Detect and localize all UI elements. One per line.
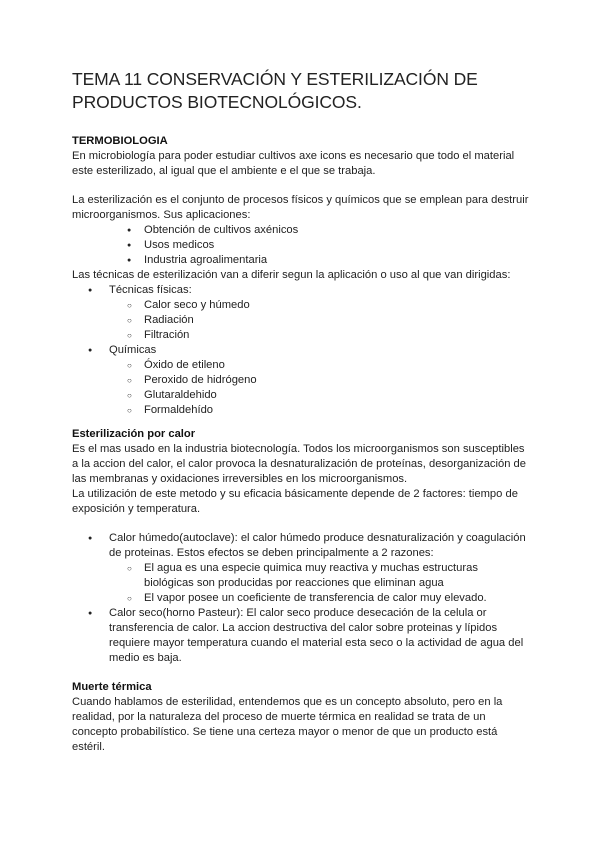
list-item: ● Obtención de cultivos axénicos [72, 223, 530, 238]
list-item: ○ Calor seco y húmedo [72, 298, 530, 313]
list-item: ○ El agua es una especie quimica muy reactiva y muchas estructuras biológicas son producidas por reacciones que eliminan agua [72, 561, 530, 591]
section-termobiologia [72, 134, 530, 418]
section-heading: Esterilización por calor [72, 428, 196, 440]
paragraph: Las técnicas de esterilización van a diferir segun la aplicación o uso al que van dirigidas: [72, 269, 511, 281]
list-item: ● Industria agroalimentaria [72, 253, 530, 268]
techniques-list [72, 283, 530, 418]
paragraph: Cuando hablamos de esterilidad, entendemos que es un concepto absoluto, pero en la realidad, por la naturaleza del proceso de muerte térmica en realidad se trata de un concepto probabilístico. Se tiene una certeza mayor o menor de que un producto está estéril. [72, 696, 503, 753]
paragraph: La esterilización es el conjunto de procesos físicos y químicos que se emplean para destruir microorganismos. Sus aplicaciones: [72, 194, 529, 221]
list-item: ○ Glutaraldehido [72, 388, 530, 403]
paragraph: La utilización de este metodo y su eficacia básicamente depende de 2 factores: tiempo de exposición y temperatura. [72, 488, 518, 515]
list-item: ○ Radiación [72, 313, 530, 328]
list-item: ● Usos medicos [72, 238, 530, 253]
list-item: ● Químicas [72, 343, 530, 358]
document-title: TEMA 11 CONSERVACIÓN Y ESTERILIZACIÓN DE PRODUCTOS BIOTECNOLÓGICOS. [72, 69, 478, 112]
list-item: ● Calor húmedo(autoclave): el calor húmedo produce desnaturalización y coagulación de proteinas. Estos efectos se deben principalmente a 2 razones: [72, 531, 530, 561]
list-item: ○ El vapor posee un coeficiente de transferencia de calor muy elevado. [72, 591, 530, 606]
list-item: ○ Filtración [72, 328, 530, 343]
list-item: ○ Peroxido de hidrógeno [72, 373, 530, 388]
section-heading: Muerte térmica [72, 681, 152, 693]
list-item: ● Calor seco(horno Pasteur): El calor seco produce desecación de la celula or transferencia de calor. La accion destructiva del calor sobre proteinas y lípidos requiere mayor temperatura cuando el material esta seco o la actividad de agua del medio es baja. [72, 606, 530, 666]
list-item: ○ Formaldehído [72, 403, 530, 418]
applications-list [72, 223, 530, 268]
list-item: ● Técnicas físicas: [72, 283, 530, 298]
section-muerte-termica [72, 680, 530, 755]
paragraph: En microbiología para poder estudiar cultivos axe icons es necesario que todo el material este esterilizado, al igual que el ambiente e el que se trabaja. [72, 150, 515, 177]
list-item: ○ Óxido de etileno [72, 358, 530, 373]
paragraph: Es el mas usado en la industria biotecnología. Todos los microorganismos son susceptibles a la accion del calor, el calor provoca la desnaturalización de proteínas, desorganización de las membranas y oxidaciones irreversibles en los microorganismos. [72, 443, 526, 485]
section-calor [72, 427, 530, 666]
heat-types-list [72, 531, 530, 666]
section-heading: TERMOBIOLOGIA [72, 135, 168, 147]
